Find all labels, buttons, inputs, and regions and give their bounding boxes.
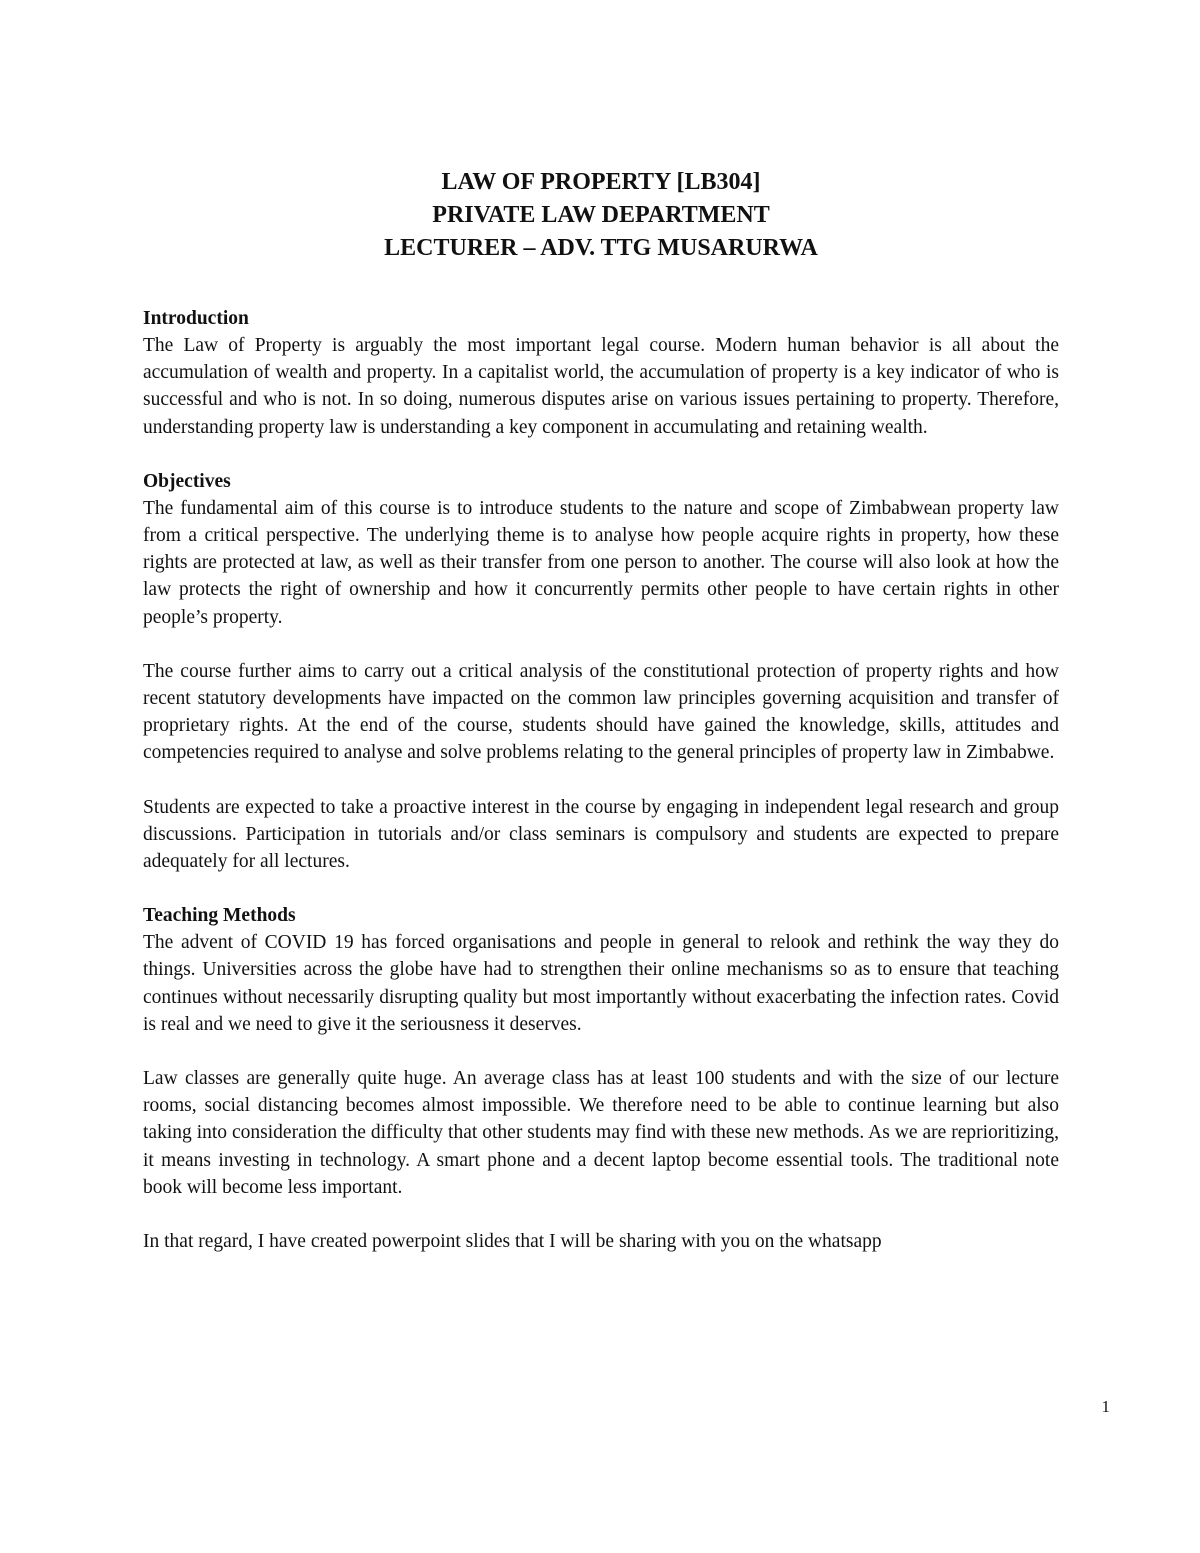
paragraph: Students are expected to take a proactive interest in the course by engaging in independent legal research and group discussions. Participation in tutorials and/or class seminars is compulsory and students are expected to prepare adequately for all lectures. [143, 796, 1059, 873]
paragraph: The fundamental aim of this course is to introduce students to the nature and scope of Zimbabwean property law from a critical perspective. The underlying theme is to analyse how people acquire rights in property, how these rights are protected at law, as well as their transfer from one person to another. The course will also look at how the law protects the right of ownership and how it concurrently permits other people to have certain rights in other people’s property. [143, 497, 1059, 628]
page-number: 1 [1101, 1397, 1110, 1416]
section-heading: Objectives [143, 470, 231, 492]
paragraph: The Law of Property is arguably the most important legal course. Modern human behavior is all about the accumulation of wealth and property. In a capitalist world, the accumulation of property is a key indicator of who is successful and who is not. In so doing, numerous disputes arise on various issues pertaining to property. Therefore, understanding property law is understanding a key component in accumulating and retaining wealth. [143, 335, 1059, 438]
section-teaching-methods [143, 902, 1059, 1255]
document-title [143, 166, 1059, 265]
section-heading: Introduction [143, 308, 249, 329]
paragraph: In that regard, I have created powerpoint slides that I will be sharing with you on the whatsapp [143, 1231, 882, 1253]
paragraph: The advent of COVID 19 has forced organisations and people in general to relook and rethink the way they do things. Universities across the globe have had to strengthen their online mechanisms so as to ensure that teaching continues without necessarily disrupting quality but most importantly without exacerbating the infection rates. Covid is real and we need to give it the seriousness it deserves. [143, 932, 1059, 1035]
course-title: LAW OF PROPERTY [LB304] [441, 169, 761, 195]
lecturer-title: LECTURER – ADV. TTG MUSARURWA [384, 235, 818, 261]
section-introduction [143, 305, 1059, 441]
paragraph: Law classes are generally quite huge. An average class has at least 100 students and with the size of our lecture rooms, social distancing becomes almost impossible. We therefore need to be able to continue learning but also taking into consideration the difficulty that other students may find with these new methods. As we are reprioritizing, it means investing in technology. A smart phone and a decent laptop become essential tools. The traditional note book will become less important. [143, 1068, 1059, 1198]
department-title: PRIVATE LAW DEPARTMENT [432, 202, 770, 228]
paragraph: The course further aims to carry out a critical analysis of the constitutional protection of property rights and how recent statutory developments have impacted on the common law principles governing acquisition and transfer of proprietary rights. At the end of the course, students should have gained the knowledge, skills, attitudes and competencies required to analyse and solve problems relating to the general principles of property law in Zimbabwe. [143, 660, 1059, 764]
section-heading: Teaching Methods [143, 905, 296, 927]
document-content [143, 166, 1059, 1282]
section-objectives [143, 468, 1059, 875]
